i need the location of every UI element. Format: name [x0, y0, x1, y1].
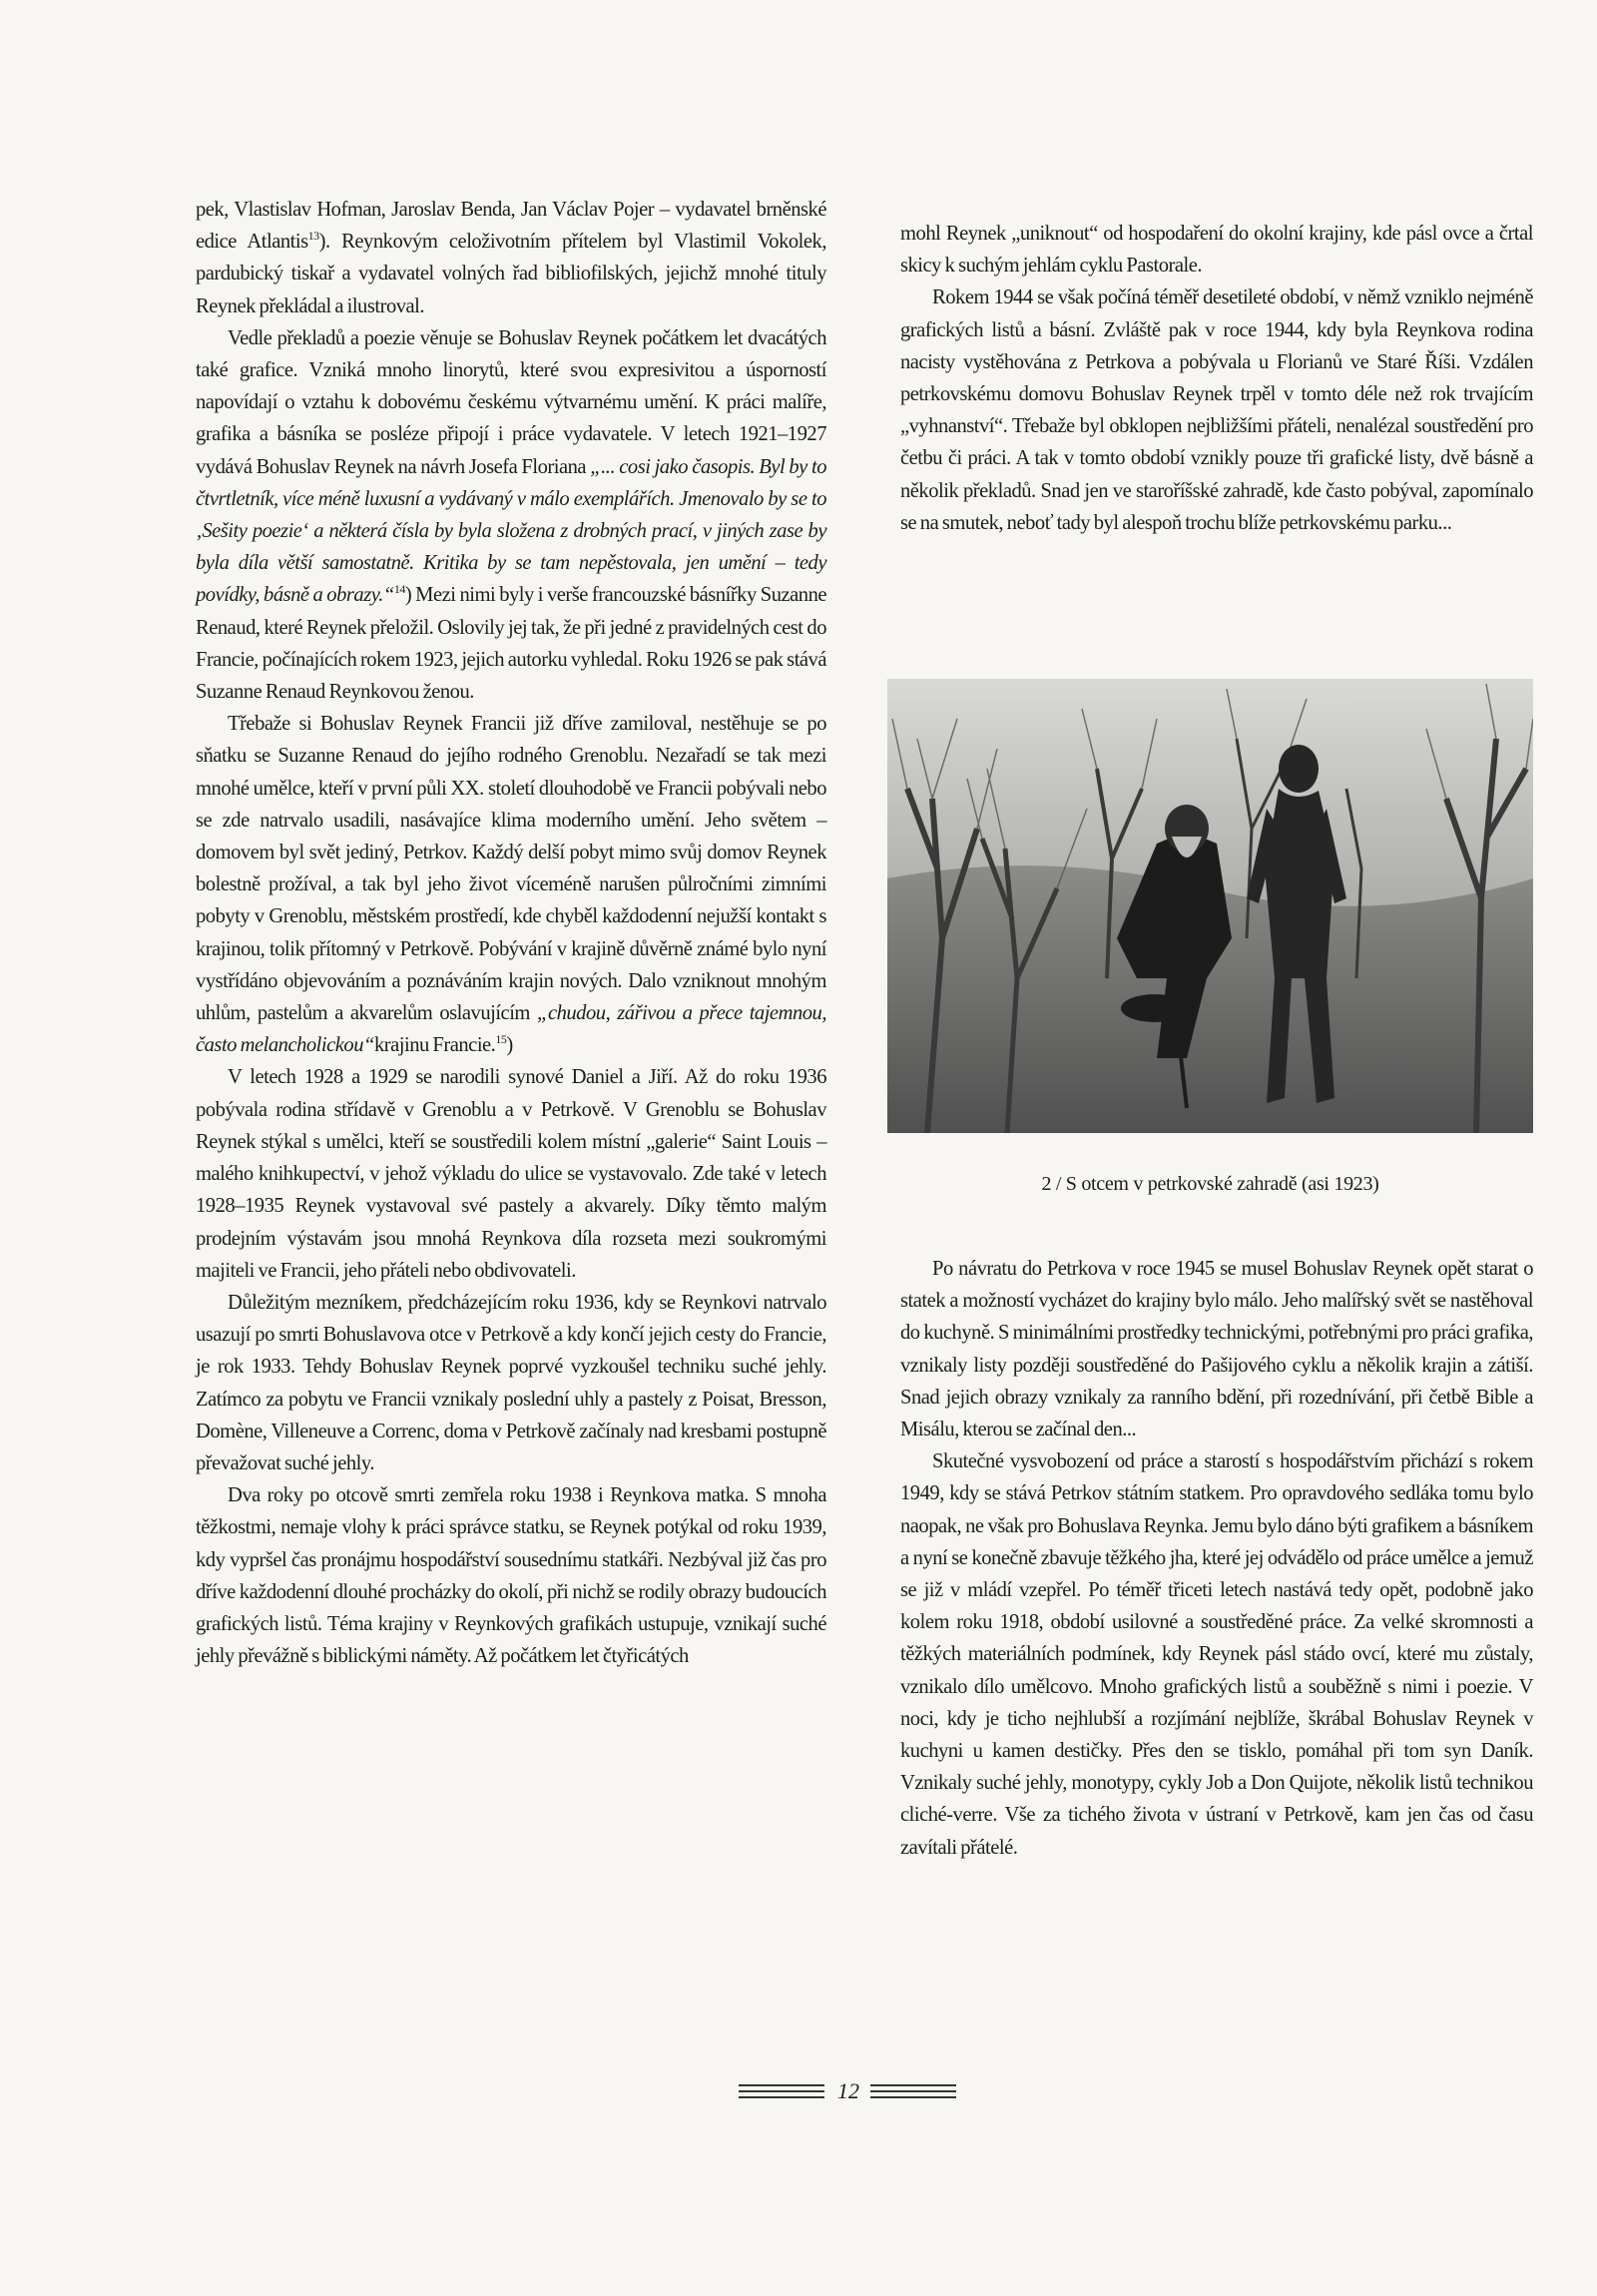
paragraph: pek, Vlastislav Hofman, Jaroslav Benda, Jan Václav Pojer – vydavatel brněnské edice Atlantis$^{13}$). Reynkovým celoživotním přítelem byl Vlastimil Vokolek, pardubický tiskař a vydavatel volných řad bibliofilských, jejichž mnohé tituly Reynek překládal a ilustroval. [196, 199, 826, 317]
paragraph: Skutečné vysvobození od práce a starostí s hospodářstvím přichází s rokem 1949, kdy se stává Petrkov státním statkem. Pro opravdového sedláka tomu bylo naopak, ne však pro Bohuslava Reynka. Jemu bylo dáno býti grafikem a básníkem a nyní se konečně zbavuje těžkého jha, které jej odvádělo od práce umělce a jemuž se již v mládí vzepřel. Po téměř třiceti letech nastává tedy opět, podobně jako kolem roku 1918, období usilovné a soustředěné práce. Za velké skromnosti a těžkých materiálních podmínek, kdy Reynek pásl stádo ovcí, které mu zůstaly, vznikalo dílo umělcovo. Mnoho grafických listů a souběžně s nimi i poezie. V noci, kdy je ticho nejhlubší a rozjímání nejblíže, škrábal Bohuslav Reynek v kuchyni u kamen destičky. Přes den se tisklo, pomáhal při tom syn Daník. Vznikaly suché jehly, monotypy, cykly Job a Don Quijote, několik listů technikou cliché-verre. Vše za tichého života v ústraní v Petrkově, kam jen čas od času zavítali přátelé. [900, 1450, 1533, 1859]
quotation: „... cosi jako časopis. Byl by to čtvrtletník, více méně luxusní a vydávaný v málo exemplářích. Jmenovalo by se to ‚Sešity poezie‘ a některá čísla by byla složena z drobných prací, v jiných zase by byla díla větší samostatně. Kritika by se tam nepěstovala, jen umění – tedy povídky, básně a obrazy.“ [196, 455, 826, 607]
footer-ornament-right [870, 2084, 956, 2102]
footer-ornament-left [739, 2084, 824, 2102]
paragraph: Dva roky po otcově smrti zemřela roku 1938 i Reynkova matka. S mnoha těžkostmi, nemaje vlohy k práci správce statku, se Reynek potýkal od roku 1939, kdy vypršel čas pronájmu hospodářství sousednímu statkáři. Nezbýval již čas pro dříve každodenní dlouhé procházky do okolí, při nichž se rodily obrazy budoucích grafických listů. Téma krajiny v Reynkových grafikách ustupuje, vznikají suché jehly převážně s biblickými náměty. Až počátkem let čtyřicátých [196, 1484, 826, 1668]
paragraph: Rokem 1944 se však počíná téměř desetileté období, v němž vzniklo nejméně grafických listů a básní. Zvláště pak v roce 1944, kdy byla Reynkova rodina nacisty vystěhována z Petrkova a pobývala u Florianů ve Staré Říši. Vzdálen petrkovskému domovu Bohuslav Reynek trpěl v tomto déle než rok trvajícím „vyhnanství“. Třebaže byl obklopen nejbližšími přáteli, nenalézal soustředění pro četbu či práci. A tak v tomto období vznikly pouze tři grafické listy, dvě básně a několik překladů. Snad jen ve staroříšské zahradě, kde často pobýval, zapomínalo se na smutek, neboť tady byl alespoň trochu blíže petrkovskému parku... [900, 287, 1533, 534]
photograph-father-and-son-in-garden [887, 679, 1533, 1133]
paragraph: Třebaže si Bohuslav Reynek Francii již dříve zamiloval, nestěhuje se po sňatku se Suzanne Renaud do jejího rodného Grenoblu. Nezařadí se tak mezi mnohé umělce, kteří v první půli XX. století dlouhodobě ve Francii pobývali nebo se zde natrvalo usadili, nasávajíce klima moderního umění. Jeho světem – domovem byl svět jediný, Petrkov. Každý delší pobyt mimo svůj domov Reynek bolestně prožíval, a tak byl jeho život víceméně narušen půlročními zimními pobyty v Grenoblu, městském prostředí, kde chyběl každodenní nejužší kontakt s krajinou, tolik přítomný v Petrkově. Pobývání v krajině důvěrně známé bylo nyní vystřídáno objevováním a poznáváním krajin nových. Dalo vzniknout mnohým uhlům, pastelům a akvarelům oslavujícím „chudou, zářivou a přece tajemnou, často melancholickou“krajinu Francie.$^{15}$) [196, 713, 826, 1057]
quotation: „chudou, zářivou a přece tajemnou, často melancholickou“ [196, 1002, 826, 1057]
page-number: 12 [837, 2078, 859, 2103]
right-column-top [900, 218, 1533, 539]
right-column-bottom [900, 1253, 1533, 1864]
page-footer [739, 2076, 978, 2110]
paragraph: Vedle překladů a poezie věnuje se Bohuslav Reynek počátkem let dvacátých také grafice. Vzniká mnoho linorytů, které svou expresivitou a úsporností napovídají o vztahu k dobovému českému výtvarnému umění. K práci malíře, grafika a básníka se posléze připojí i práce vydavatele. V letech 1921–1927 vydává Bohuslav Reynek na návrh Josefa Floriana „... cosi jako časopis. Byl by to čtvrtletník, více méně luxusní a vydávaný v málo exemplářích. Jmenovalo by se to ‚Sešity poezie‘ a některá čísla by byla složena z drobných prací, v jiných zase by byla díla větší samostatně. Kritika by se tam nepěstovala, jen umění – tedy povídky, básně a obrazy.“$^{14}$) Mezi nimi byly i verše francouzské básnířky Suzanne Renaud, které Reynek přeložil. Oslovily jej tak, že při jedné z pravidelných cest do Francie, počínajících rokem 1923, jejich autorku vyhledal. Roku 1926 se pak stává Suzanne Renaud Reynkovou ženou. [196, 326, 827, 704]
paragraph: Po návratu do Petrkova v roce 1945 se musel Bohuslav Reynek opět starat o statek a možností vycházet do krajiny bylo málo. Jeho malířský svět se nastěhoval do kuchyně. S minimálními prostředky technickými, potřebnými pro práci grafika, vznikaly listy později soustředěné do Pašijového cyklu a několik krajin a zátiší. Snad jejich obrazy vznikaly za ranního bdění, při rozednívání, při četbě Bible a Misálu, kterou se začínal den... [900, 1258, 1533, 1441]
paragraph: mohl Reynek „uniknout“ od hospodaření do okolní krajiny, kde pásl ovce a črtal skicy k suchým jehlám cyklu Pastorale. [900, 223, 1533, 278]
paragraph: V letech 1928 a 1929 se narodili synové Daniel a Jiří. Až do roku 1936 pobývala rodina střídavě v Grenoblu a v Petrkově. V Grenoblu se Bohuslav Reynek stýkal s umělci, kteří se soustředili kolem místní „galerie“ Saint Louis – malého knihkupectví, v jehož výkladu do ulice se vystavovalo. Zde také v letech 1928–1935 Reynek vystavoval své pastely a akvarely. Díky těmto malým prodejním výstavám jsou mnohá Reynkova díla rozseta mezi soukromými majiteli ve Francii, jeho přáteli nebo obdivovateli. [196, 1066, 826, 1282]
paragraph: Důležitým mezníkem, předcházejícím roku 1936, kdy se Reynkovi natrvalo usazují po smrti Bohuslavova otce v Petrkově a kdy končí jejich cesty do Francie, je rok 1933. Tehdy Bohuslav Reynek poprvé vyzkoušel techniku suché jehly. Zatímco za pobytu ve Francii vznikaly poslední uhly a pastely z Poisat, Bresson, Domène, Villeneuve a Correnc, doma v Petrkově začínaly nad kresbami postupně převažovat suché jehly. [196, 1291, 826, 1474]
left-column [196, 194, 826, 1672]
photo-caption: 2 / S otcem v petrkovské zahradě (asi 1923) [1041, 1173, 1379, 1195]
